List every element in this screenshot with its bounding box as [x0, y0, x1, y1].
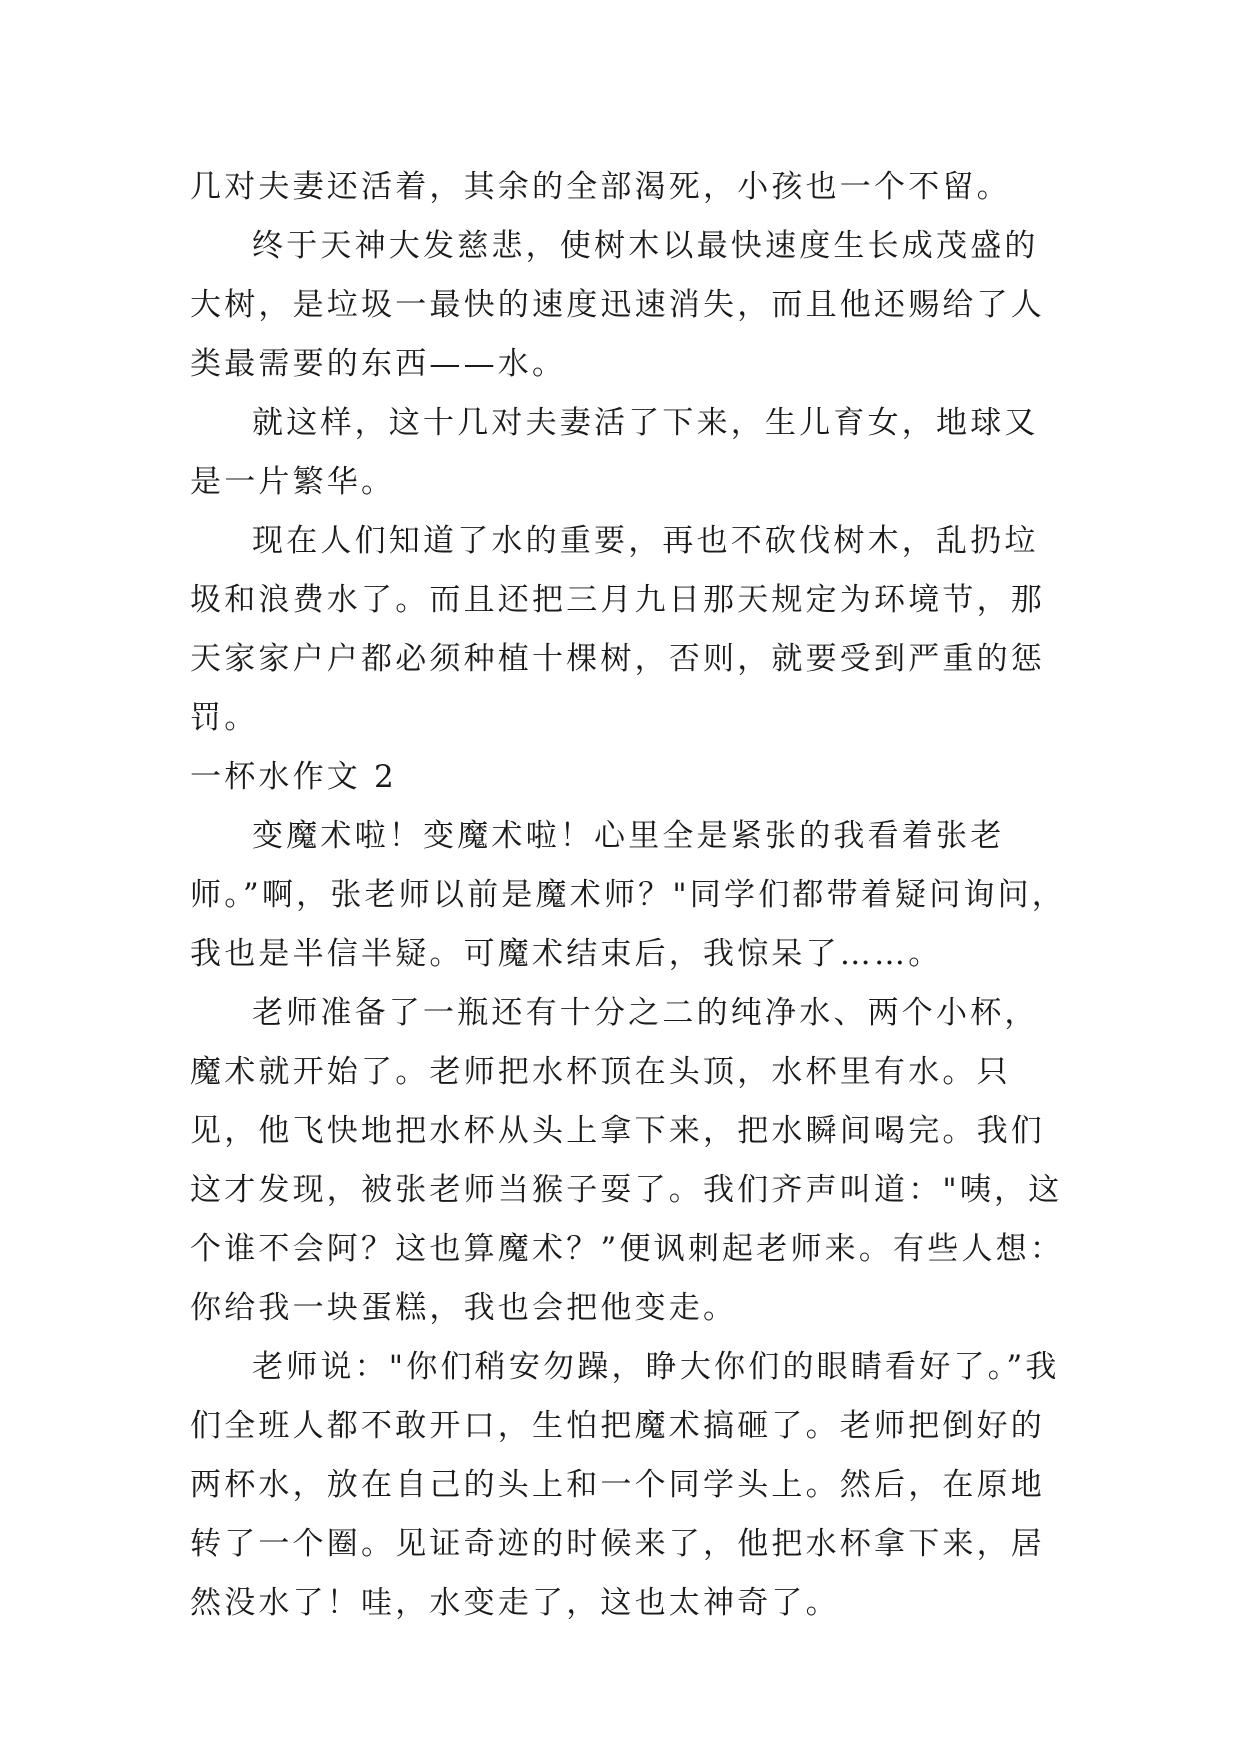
document-body — [190, 158, 1070, 1633]
section-title: 一杯水作文 2 — [190, 759, 397, 795]
paragraph: 现在人们知道了水的重要，再也不砍伐树木，乱扔垃圾和浪费水了。而且还把三月九日那天规定为环境节，那天家家户户都必须种植十棵树，否则，就要受到严重的惩罚。 — [190, 523, 1045, 736]
paragraph-continued: 几对夫妻还活着，其余的全部渴死，小孩也一个不留。 — [190, 169, 1011, 205]
paragraph: 变魔术啦！变魔术啦！心里全是紧张的我看着张老师。”啊，张老师以前是魔术师？"同学们都带着疑问询问，我也是半信半疑。可魔术结束后，我惊呆了……。 — [190, 818, 1067, 972]
paragraph: 就这样，这十几对夫妻活了下来，生儿育女，地球又是一片繁华。 — [190, 405, 1039, 500]
paragraph: 老师说："你们稍安勿躁，睁大你们的眼睛看好了。”我们全班人都不敢开口，生怕把魔术搞砸了。老师把倒好的两杯水，放在自己的头上和一个同学头上。然后，在原地转了一个圈。见证奇迹的时候来了，他把水杯拿下来，居然没水了！哇，水变走了，这也太神奇了。 — [190, 1349, 1060, 1621]
paragraph: 终于天神大发慈悲，使树木以最快速度生长成茂盛的大树，是垃圾一最快的速度迅速消失，而且他还赐给了人类最需要的东西——水。 — [190, 228, 1045, 382]
paragraph: 老师准备了一瓶还有十分之二的纯净水、两个小杯，魔术就开始了。老师把水杯顶在头顶，水杯里有水。只见，他飞快地把水杯从头上拿下来，把水瞬间喝完。我们这才发现，被张老师当猴子耍了。我们齐声叫道："咦，这个谁不会阿？这也算魔术？”便讽刺起老师来。有些人想：你给我一块蛋糕，我也会把他变走。 — [190, 995, 1065, 1326]
